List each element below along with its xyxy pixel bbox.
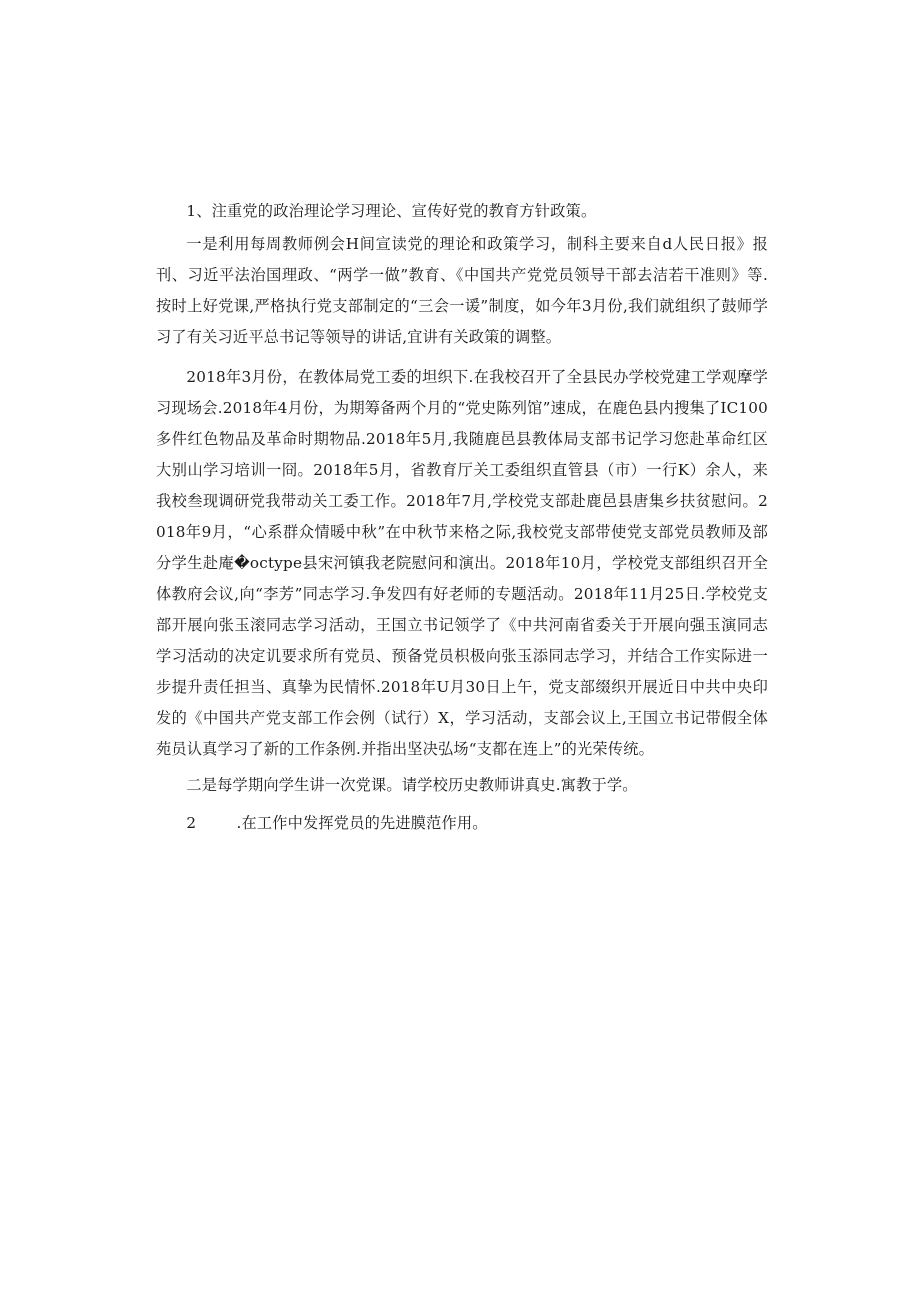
document-page — [156, 196, 768, 839]
paragraph-2: 一是利用每周教师例会H间宣读党的理论和政策学习，制科主要来自d人民日报》报刊、习近平法治国理政、“两学一做”教育、《中国共产党党员领导干部去洁若干准则》等.按时上好党课,严格执行党支部制定的“三会一谖”制度，如今年3月份,我们就组织了鼓师学习了有关习近平总书记等领导的讲话,宜讲有关政策的调整。 — [156, 235, 768, 346]
paragraph-3: 2018年3月份，在教体局党工委的坦织下.在我校召开了全县民办学校党建工学观摩学习现场会.2018年4月份，为期筹备两个月的“党史陈列馆”速成，在鹿色县内搜集了IC100多件红色物品及革命时期物品.2018年5月,我随鹿邑县教体局支部书记学习您赴革命红区大别山学习培训一冏。2018年5月，省教育厅关工委组织直管县（市）一行K）余人，来我校叁现调研党我带动关工委工作。2018年7月,学校党支部赴鹿邑县唐集乡扶贫慰问。2018年9月，“心系群众情暖中秋”在中秋节来格之际,我校党支部带使党支部党员教师及部分学生赴庵�octype县宋河镇我老院慰问和演出。2018年10月，学校党支部组织召开全体教府会议,向“李芳”同志学习.争发四有好老师的专题活动。2018年11月25日.学校党支部开展向张玉滚同志学习活动，王国立书记领学了《中共河南省委关于开展向强玉演同志学习活动的决定讥要求所有党员、预备党员枳极向张玉添同志学习，并结合工作实际进一步提升责任担当、真挚为民情怀.2018年U月30日上午，党支部缀织开展近日中共中央印发的《中国共产党支部工作会例（试行）X，学习活动，支部会议上,王国立书记带假全体苑员认真学习了新的工作条例.并指出坚决弘场“支都在连上”的光荣传统。 — [156, 368, 768, 758]
paragraph-4: 二是每学期向学生讲一次党课。请学校历史教师讲真史.寓教于学。 — [186, 776, 638, 794]
paragraph-5: 2 .在工作中发挥党员的先进膜范作用。 — [186, 814, 488, 832]
paragraph-1: 1、注重党的政治理论学习理论、宣传好党的教育方针政策。 — [186, 202, 597, 220]
